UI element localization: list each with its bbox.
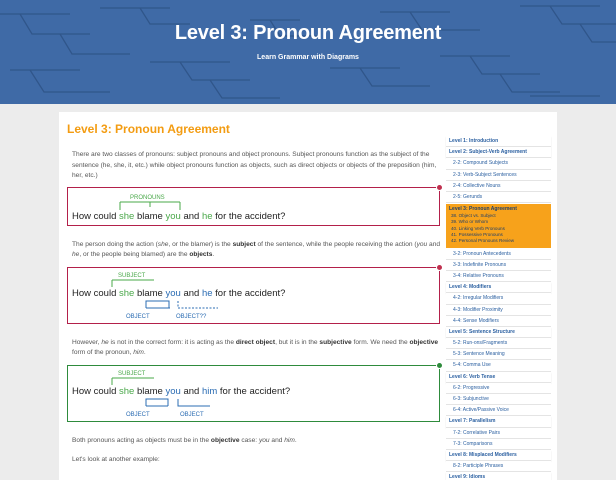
diagram-correct <box>67 365 440 422</box>
label-subject: SUBJECT <box>118 370 146 377</box>
paragraph-both-objects: Both pronouns acting as objects must be in the objective case: you and him. <box>72 436 297 444</box>
sidebar-item[interactable]: 4-2: Irregular Modifiers <box>446 293 551 304</box>
sidebar-item[interactable]: 8-2: Participle Phrases <box>446 461 551 472</box>
diagram-pattern-background <box>0 0 616 104</box>
subject-bracket <box>112 280 154 287</box>
sidebar-lesson[interactable]: 40. Linking Verb Pronouns <box>451 225 505 231</box>
page-title: Level 3: Pronoun Agreement <box>174 22 442 44</box>
sentence: How could she blame you and he for the accident? <box>72 210 286 222</box>
object-question-bracket <box>178 301 218 308</box>
subject-bracket <box>112 378 154 385</box>
sidebar-level-9[interactable]: Level 9: Idioms <box>446 472 551 480</box>
sidebar-item[interactable]: 6-2: Progressive <box>446 383 551 394</box>
sidebar-item[interactable]: 6-4: Active/Passive Voice <box>446 405 551 416</box>
sidebar-item[interactable]: 4-3: Modifier Proximity <box>446 305 551 316</box>
error-indicator-icon <box>436 264 443 271</box>
paragraph-intro: There are two classes of pronouns: subject pronouns and object pronouns. Subject pronouns function as the subject of the sentence (he, she, it, etc.) while object pronouns function as objects, such as direct objects or objects of the preposition (him, her, etc.) <box>72 151 437 179</box>
sidebar-item[interactable]: 2-4: Collective Nouns <box>446 181 551 192</box>
sidebar-level-4[interactable]: Level 4: Modifiers <box>446 282 551 293</box>
diagram-pronouns-svg <box>68 188 438 225</box>
sidebar-item[interactable]: 2-3: Verb-Subject Sentences <box>446 170 551 181</box>
sidebar-level-2[interactable]: Level 2: Subject-Verb Agreement <box>446 147 551 158</box>
sidebar-item[interactable]: 7-3: Comparisons <box>446 439 551 450</box>
sentence: How could she blame you and he for the accident? <box>72 287 286 299</box>
diagram-incorrect-svg <box>68 268 438 323</box>
paragraph-subject-object: The person doing the action (she, or the blamer) is the subject of the sentence, while the people receiving the action (you and he, or the people being blamed) are the objects. <box>72 240 441 258</box>
error-indicator-icon <box>436 184 443 191</box>
sidebar-item[interactable]: 5-2: Run-ons/Fragments <box>446 338 551 349</box>
sidebar-lesson[interactable]: 42. Personal Pronouns Review <box>451 238 515 244</box>
object-bracket-1 <box>146 399 168 406</box>
check-indicator-icon <box>436 362 443 369</box>
sidebar-item[interactable]: 3-3: Indefinite Pronouns <box>446 260 551 271</box>
sidebar-item[interactable]: 7-2: Correlative Pairs <box>446 428 551 439</box>
sidebar-level-8[interactable]: Level 8: Misplaced Modifiers <box>446 450 551 461</box>
paragraph-another-example: Let's look at another example: <box>72 456 160 463</box>
diagram-correct-svg <box>68 366 438 421</box>
diagram-incorrect <box>67 267 440 324</box>
sidebar-level-6[interactable]: Level 6: Verb Tense <box>446 372 551 383</box>
label-object: OBJECT <box>126 313 150 320</box>
sidebar-lesson[interactable]: 39. Who or Whom <box>451 219 489 225</box>
sidebar-item[interactable]: 3-4: Relative Pronouns <box>446 271 551 282</box>
main-content <box>59 112 557 480</box>
sidebar-lesson[interactable]: 38. Object vs. Subject <box>451 213 496 219</box>
sidebar-level-3-active[interactable] <box>446 204 551 247</box>
sentence: How could she blame you and him for the accident? <box>72 385 291 397</box>
sidebar-level-3-title[interactable]: Level 3: Pronoun Agreement <box>449 206 517 213</box>
sidebar-item[interactable]: 3-2: Pronoun Antecedents <box>446 249 551 260</box>
sidebar-level-7[interactable]: Level 7: Parallelism <box>446 416 551 427</box>
paragraph-correction: However, he is not in the correct form: it is acting as the direct object, but it is in the subjective form. We need the objective form of the pronoun, him. <box>72 338 439 356</box>
label-object-1: OBJECT <box>126 411 150 418</box>
page-subtitle: Learn Grammar with Diagrams <box>257 54 359 61</box>
sidebar-item[interactable]: 2-5: Gerunds <box>446 192 551 203</box>
sidebar-level-5[interactable]: Level 5: Sentence Structure <box>446 327 551 338</box>
article-title: Level 3: Pronoun Agreement <box>67 122 230 136</box>
sidebar-item[interactable]: 5-4: Comma Use <box>446 360 551 371</box>
sidebar-item[interactable]: 6-3: Subjunctive <box>446 394 551 405</box>
sidebar-lesson[interactable]: 41. Possessive Pronouns <box>451 232 503 238</box>
article <box>67 122 443 466</box>
pronouns-bracket <box>120 202 180 210</box>
page-header <box>0 0 616 104</box>
object-bracket <box>146 301 170 308</box>
sidebar-level-1[interactable]: Level 1: Introduction <box>446 136 551 147</box>
sidebar-item[interactable]: 4-4: Sense Modifiers <box>446 316 551 327</box>
lesson-sidebar <box>446 136 551 480</box>
sidebar-item[interactable]: 5-3: Sentence Meaning <box>446 349 551 360</box>
sidebar-item[interactable]: 2-2: Compound Subjects <box>446 158 551 169</box>
label-subject: SUBJECT <box>118 272 146 279</box>
diagram-pronouns <box>67 187 440 226</box>
label-object-2: OBJECT <box>180 411 204 418</box>
label-object-question: OBJECT?? <box>176 313 207 320</box>
object-bracket-2 <box>178 399 210 406</box>
label-pronouns: PRONOUNS <box>130 194 165 201</box>
